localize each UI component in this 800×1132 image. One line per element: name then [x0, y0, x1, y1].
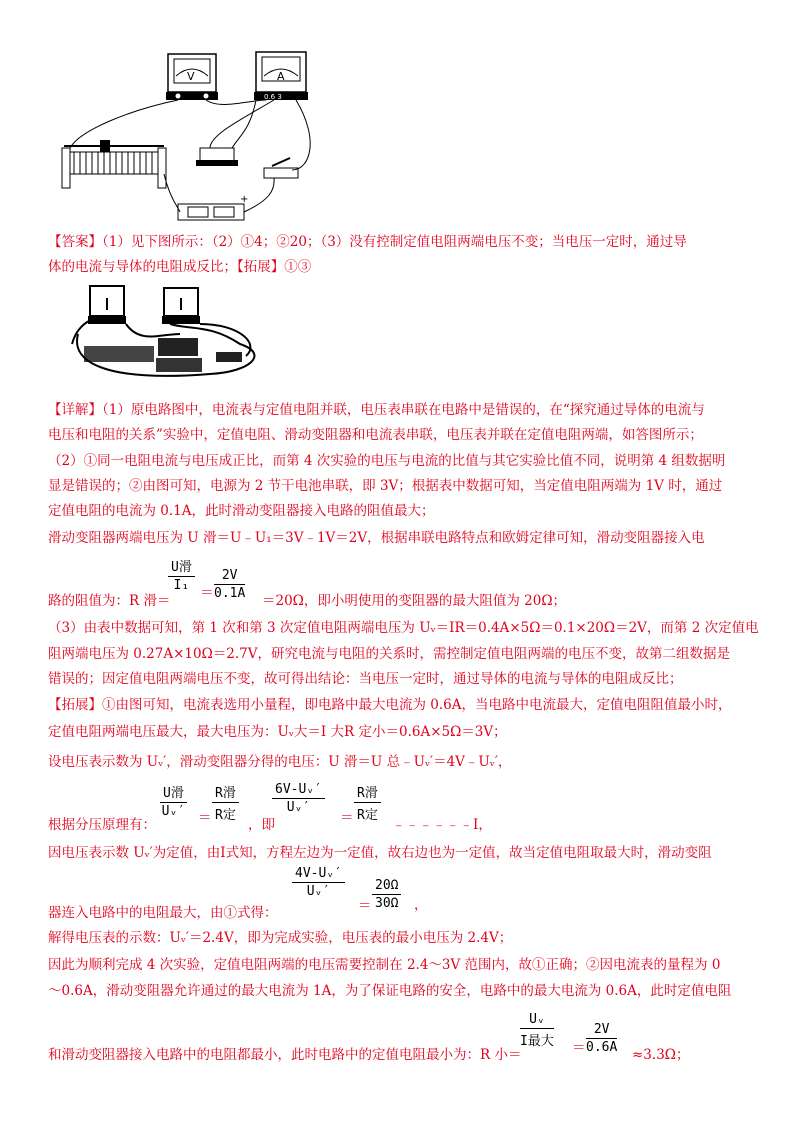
- extension-line-3: 设电压表示数为 Uᵥ′，滑动变阻器分得的电压：U 滑＝U 总﹣Uᵥ′＝4V﹣Uᵥ′，: [48, 754, 512, 770]
- equals-sign: ＝: [198, 810, 212, 826]
- circuit-diagram-original: [60, 40, 320, 230]
- detail-line-2: 电压和电阻的关系”实验中，定值电阻、滑动变阻器和电流表串联，电压表并联在定值电阻两端，如答图所示；: [48, 427, 703, 443]
- detail-line-7b: ＝20Ω，即小明使用的变阻器的最大阻值为 20Ω；: [262, 593, 567, 609]
- extension-line-10b: ≈3.3Ω；: [632, 1047, 690, 1063]
- detail-line-9: 阻两端电压为 0.27A×10Ω＝2.7V，研究电流与电阻的关系时，需控制定值电阻两端的电压不变，故第二组数据是: [48, 646, 730, 662]
- detail-line-7a: 路的阻值为：R 滑＝: [48, 593, 171, 609]
- extension-line-4b: ，即: [248, 817, 275, 833]
- extension-line-2: 定值电阻两端电压最大，最大电压为：Uᵥ大＝I 大R 定小＝0.6A×5Ω＝3V；: [48, 724, 507, 740]
- detail-line-3: （2）①同一电阻电流与电压成正比，而第 4 次实验的电压与电流的比值与其它实验比值不同，说明第 4 组数据明: [48, 453, 726, 469]
- detail-line-5: 定值电阻的电流为 0.1A，此时滑动变阻器接入电路的阻值最大；: [48, 503, 435, 519]
- detail-line-8: （3）由表中数据可知，第 1 次和第 3 次定值电阻两端电压为 Uᵥ＝IR＝0.4A×5Ω＝0.1×20Ω＝2V，而第 2 次定值电: [48, 620, 759, 636]
- fraction-2v-06a: $\frac{2V}{0.6A}$: [586, 1022, 618, 1055]
- voltmeter-label: V: [187, 70, 195, 83]
- ammeter-label: A: [277, 70, 285, 83]
- fraction-4v-minus-uv: $\frac{\text{4V-Uᵥ′}}{\text{Uᵥ′}}$: [292, 866, 345, 899]
- extension-line-6a: 器连入电路中的电阻最大，由①式得：: [48, 905, 278, 921]
- ammeter-scale: 0.6 3: [264, 93, 282, 101]
- fraction-r-slide-r-fixed-2: R滑 R定: [354, 782, 381, 823]
- detail-line-1: 【详解】（1）原电路图中，电流表与定值电阻并联，电压表串联在电路中是错误的，在“探究通过导体的电流与: [48, 402, 705, 418]
- extension-line-6b: ，: [414, 897, 428, 913]
- extension-line-10a: 和滑动变阻器接入电路中的电阻都最小，此时电路中的定值电阻最小为：R 小＝: [48, 1047, 522, 1063]
- equals-sign: ＝: [358, 898, 372, 914]
- fraction-6v-minus-uv: $\frac{\text{6V-Uᵥ′}}{\text{Uᵥ′}}$: [272, 782, 325, 815]
- equals-sign: ＝: [200, 585, 214, 601]
- extension-line-7: 解得电压表的示数：Uᵥ′＝2.4V，即为完成实验，电压表的最小电压为 2.4V；: [48, 930, 513, 946]
- detail-line-4: 显是错误的；②由图可知，电源为 2 节干电池串联，即 3V；根据表中数据可知，当定值电阻两端为 1V 时，通过: [48, 478, 723, 494]
- extension-line-5: 因电压表示数 Uᵥ′为定值，由Ⅰ式知，方程左边为一定值，故右边也为一定值，故当定值电阻取最大时，滑动变阻: [48, 845, 712, 861]
- equals-sign: ＝: [572, 1040, 586, 1056]
- fraction-2v-01a: $\frac{2V}{0.1A}$: [214, 568, 246, 601]
- battery-plus-label: +: [240, 194, 249, 205]
- equals-sign: ＝: [340, 810, 354, 826]
- extension-line-1: 【拓展】①由图可知，电流表选用小量程，即电路中最大电流为 0.6A，当电路中电流最大，定值电阻阻值最小时，: [48, 697, 732, 713]
- fraction-u-slide-i1: U滑 I₁: [168, 556, 195, 593]
- fraction-20-30-ohm: $\frac{20\Omega}{30\Omega}$: [372, 878, 401, 911]
- answer-line-2: 体的电流与导体的电阻成反比；【拓展】①③: [48, 259, 312, 275]
- detail-line-10: 错误的；因定值电阻两端电压不变，故可得出结论：当电压一定时，通过导体的电流与导体的电阻成反比；: [48, 671, 683, 687]
- extension-line-4a: 根据分压原理有：: [48, 817, 156, 833]
- detail-line-6: 滑动变阻器两端电压为 U 滑＝U﹣U₁＝3V﹣1V＝2V，根据串联电路特点和欧姆定律可知，滑动变阻器接入电: [48, 530, 705, 546]
- answer-line-1: 【答案】（1）见下图所示：（2）①4；②20；（3）没有控制定值电阻两端电压不变；当电压一定时，通过导: [48, 234, 687, 250]
- circuit-diagram-answer: [70, 284, 280, 384]
- fraction-uv-i-max: Uᵥ I最大: [520, 1012, 554, 1049]
- extension-line-4c: ﹣﹣﹣﹣﹣﹣Ⅰ，: [392, 817, 492, 833]
- extension-line-9: ～0.6A，滑动变阻器允许通过的最大电流为 1A，为了保证电路的安全，电路中的最大电流为 0.6A，此时定值电阻: [48, 983, 732, 999]
- extension-line-8: 因此为顺利完成 4 次实验，定值电阻两端的电压需要控制在 2.4～3V 范围内，故①正确；②因电流表的量程为 0: [48, 957, 721, 973]
- fraction-u-slide-uv: U滑 Uᵥ′: [160, 782, 187, 819]
- fraction-r-slide-r-fixed: R滑 R定: [212, 782, 239, 823]
